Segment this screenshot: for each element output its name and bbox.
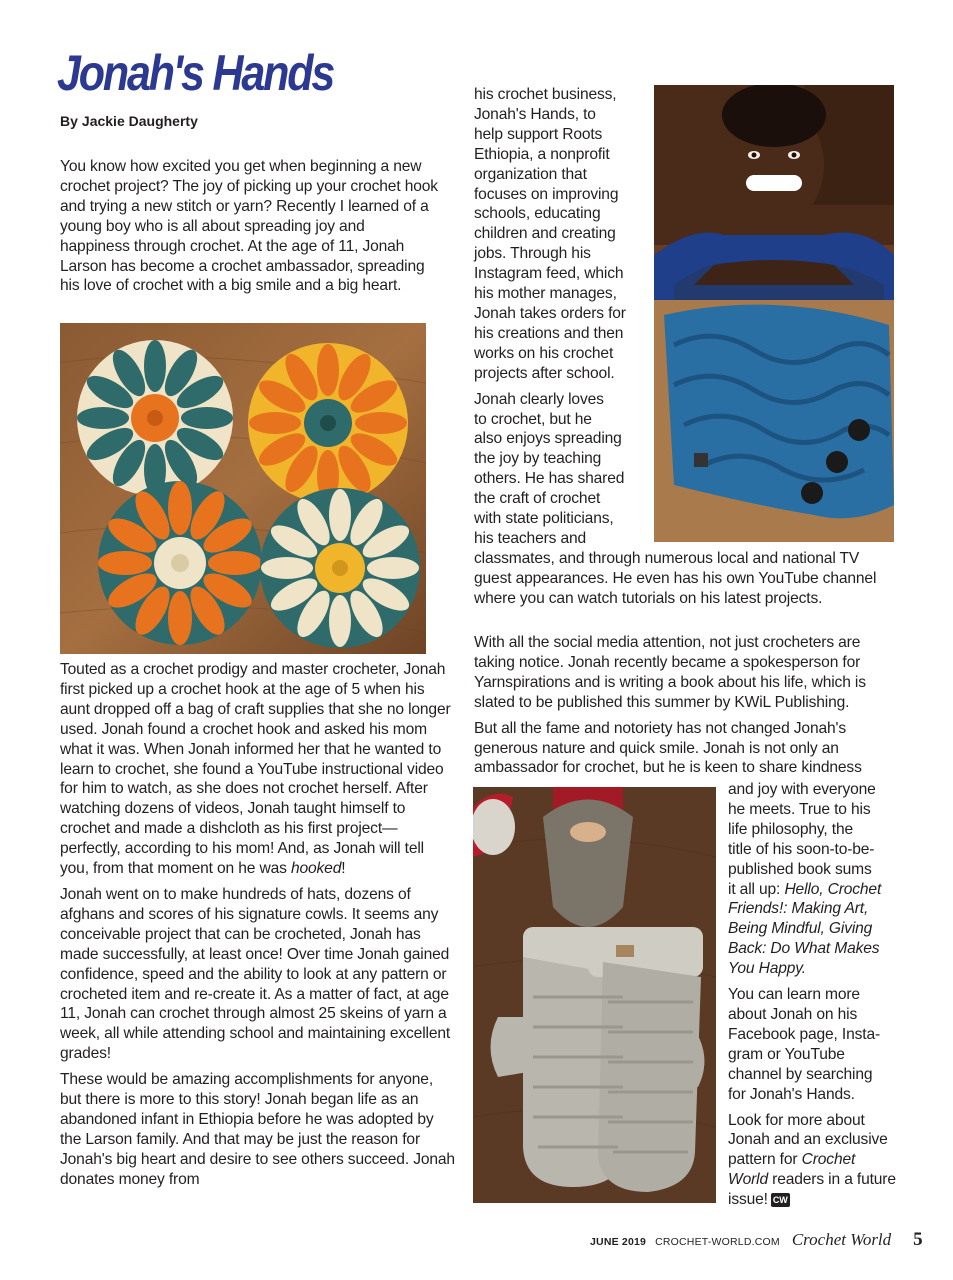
wrapped-line: his teachers and	[474, 529, 587, 547]
paragraph-continuation: classmates, and through numerous local and national TV guest appearances. He even has his own YouTube channel where you can watch tutorials on his latest projects.	[474, 549, 877, 607]
body-column-right-middle	[474, 633, 892, 778]
wrapped-line: focuses on improving	[474, 185, 619, 203]
paragraph-business	[474, 85, 892, 384]
wrapped-line: Instagram feed, which	[474, 265, 624, 283]
wrapped-line: to crochet, but he	[474, 410, 592, 428]
wrapped-line: You can learn more	[728, 986, 860, 1004]
wrapped-line: Facebook page, Insta-	[728, 1025, 881, 1043]
wrapped-line: his creations and then	[474, 324, 624, 342]
paragraph-social-media: With all the social media attention, not just crocheters are taking notice. Jonah recently became a spokesperson for Yarnspirations and is writing a book about his life, which is slated to be published this summer by KWiL Publishing.	[474, 634, 866, 711]
wrapped-line: help support Roots	[474, 125, 603, 143]
wrapped-line: his mother manages,	[474, 285, 617, 303]
text-span: !	[341, 860, 346, 878]
body-column-right-top	[474, 85, 892, 609]
paragraph-look-for-more	[728, 1111, 898, 1211]
text-span: readers in a future issue!	[728, 1171, 896, 1209]
wrapped-line: the craft of crochet	[474, 490, 601, 508]
wrapped-line: published book sums	[728, 860, 872, 878]
wrapped-line: he meets. True to his	[728, 800, 871, 818]
wrapped-line: with state politicians,	[474, 510, 614, 528]
paragraph-learn-more	[728, 985, 898, 1104]
paragraph-loves-crochet	[474, 390, 892, 609]
page-number: 5	[913, 1229, 923, 1250]
wrapped-line: about Jonah on his	[728, 1005, 858, 1023]
body-column-left	[60, 660, 455, 1190]
coasters-illustration	[60, 323, 426, 654]
wrapped-line: the joy by teaching	[474, 450, 602, 468]
wrapped-line: Jonah clearly loves	[474, 390, 604, 408]
wrapped-line: his crochet business,	[474, 86, 617, 103]
wrapped-line: for Jonah's Hands.	[728, 1085, 855, 1103]
paragraph-fame: But all the fame and notoriety has not changed Jonah's generous nature and quick smile. Jonah is not only an ambassador for crochet, but he is keen to share kindness	[474, 719, 862, 777]
intro-paragraph: You know how excited you get when beginning a new crochet project? The joy of picking up your crochet hook and trying a new stitch or yarn? Recently I learned of a young boy who is all about spreading joy and happiness through crochet. At the age of 11, Jonah Larson has become a crochet ambassador, spreading his love of crochet with a big smile and a big heart.	[60, 158, 438, 295]
crochet-coasters-photo	[60, 323, 426, 654]
text-span: Touted as a crochet prodigy and master crocheter, Jonah first picked up a crochet hook at the age of 5 when his aunt dropped off a bag of craft supplies that she no longer used. Jonah found a crochet hook and asked his mom what it was. When Jonah informed her that he wanted to learn to crochet, she found a YouTube instructional video for him to watch, as she does not crochet herself. After watching dozens of videos, Jonah taught himself to crochet and made a dishcloth as his first project—perfectly, according to his mom! And, as Jonah will tell you, from that moment on he was	[60, 661, 451, 878]
magazine-name: Crochet World	[791, 1230, 892, 1249]
wrapped-line: organization that	[474, 165, 587, 183]
paragraph-hundreds-of-hats: Jonah went on to make hundreds of hats, dozens of afghans and scores of his signature cowls. It seems any conceivable project that can be crocheted, Jonah has made successfully, at least once! Over time Jonah gained confidence, speed and the ability to look at any pattern or crocheted item and re-create it. As a matter of fact, at age 11, Jonah can crochet through almost 25 skeins of yarn a week, all while attending school and maintaining excellent grades!	[60, 885, 451, 1063]
wrapped-line: gram or YouTube	[728, 1045, 845, 1063]
wrapped-line: Jonah's Hands, to	[474, 105, 596, 123]
page-footer	[590, 1229, 923, 1251]
intro-text	[60, 157, 438, 296]
byline	[60, 113, 198, 129]
wrapped-line: Jonah takes orders for	[474, 304, 626, 322]
paragraph-prodigy	[60, 660, 455, 879]
author-name: Jackie Daugherty	[81, 113, 198, 129]
byline-prefix: By	[60, 113, 78, 129]
wrapped-line: works on his crochet	[474, 344, 614, 362]
wrapped-line: projects after school.	[474, 364, 615, 382]
wrapped-line: life philosophy, the	[728, 820, 854, 838]
website-url: CROCHET-WORLD.COM	[655, 1236, 780, 1248]
wrapped-line: children and creating	[474, 225, 616, 243]
paragraph-philosophy	[728, 780, 898, 979]
wrapped-line: and joy with everyone	[728, 781, 876, 798]
wrapped-line: also enjoys spreading	[474, 430, 622, 448]
body-column-right-side	[728, 780, 898, 1210]
end-mark-icon: CW	[772, 1195, 788, 1206]
text-span: Look for more about Jonah and an exclusive pattern for	[728, 1111, 888, 1169]
emphasis-hooked: hooked	[290, 860, 342, 878]
paragraph-accomplishments: These would be amazing accomplishments for anyone, but there is more to this story! Jonah began life as an abandoned infant in Ethiopia before he was adopted by the Larson family. And that may be just the reason for Jonah's big heart and desire to see others succeed. Jonah donates money from	[60, 1071, 455, 1188]
mittens-illustration	[473, 787, 716, 1203]
article-title: Jonah's Hands	[57, 45, 334, 101]
wrapped-line: title of his soon-to-be-	[728, 840, 875, 858]
book-title: Hello, Crochet Friends!: Making Art, Being Mindful, Giving Back: Do What Makes You Happy.	[728, 880, 882, 978]
wrapped-line: jobs. Through his	[474, 245, 591, 263]
wrapped-line: schools, educating	[474, 205, 601, 223]
wrapped-line: it all up:	[728, 880, 785, 898]
crochet-mittens-photo	[473, 787, 716, 1203]
magazine-name-emphasis: Crochet World	[728, 1151, 856, 1189]
wrapped-line: channel by searching	[728, 1065, 873, 1083]
issue-date: JUNE 2019	[590, 1236, 647, 1248]
wrapped-line: others. He has shared	[474, 470, 625, 488]
wrapped-line: Ethiopia, a nonprofit	[474, 145, 610, 163]
